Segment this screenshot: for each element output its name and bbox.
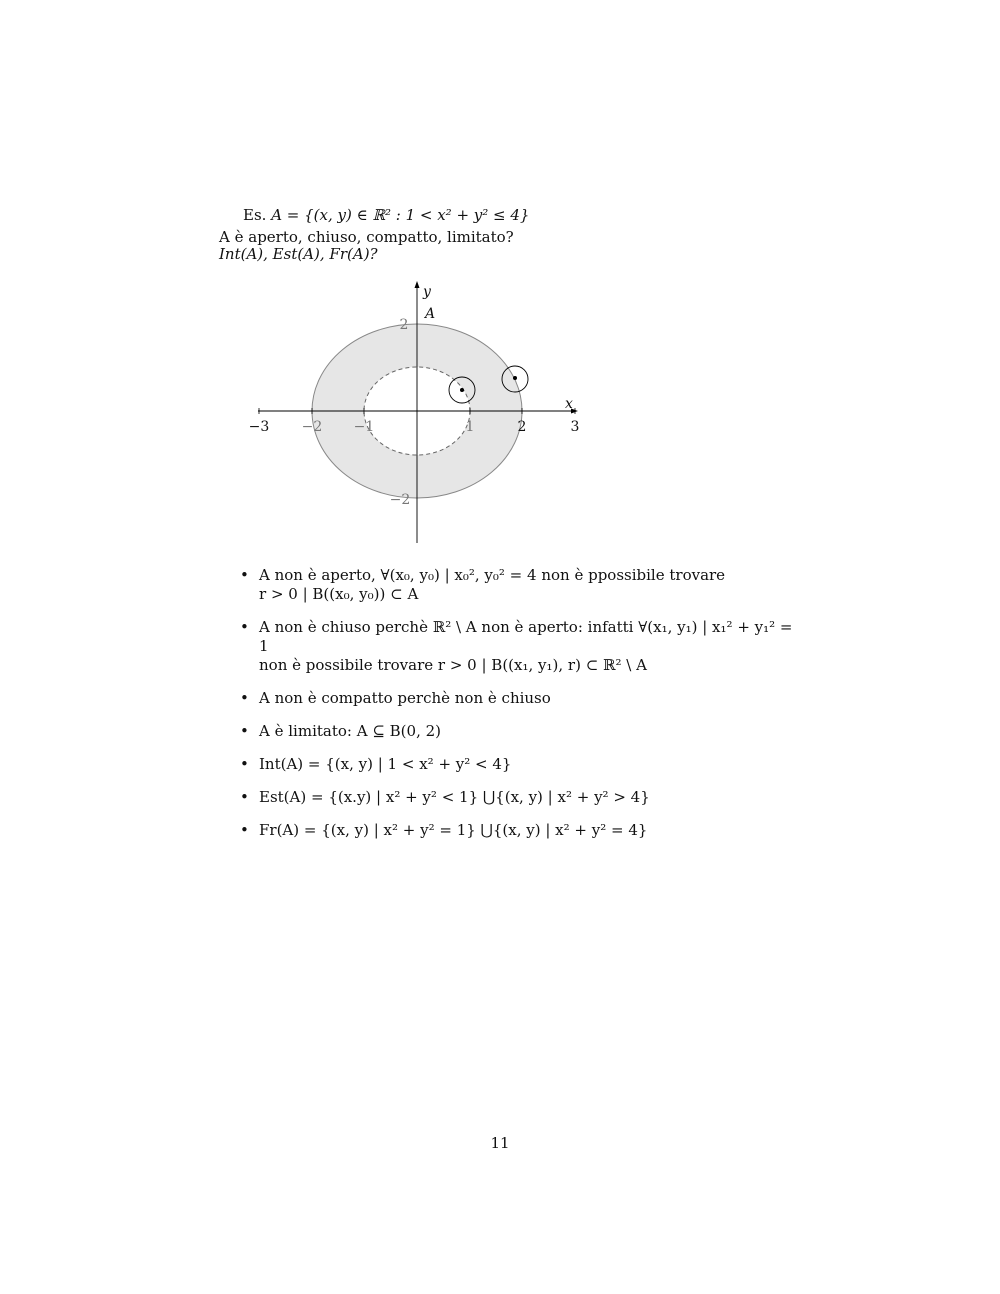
bullet-text: A è limitato: A ⊆ B(0, 2) xyxy=(259,722,441,740)
bullet-text: A non è aperto, ∀(x₀, y₀) | x₀², y₀² = 4 non è ppossibile trovare xyxy=(259,566,726,584)
y-axis-label: y xyxy=(423,284,431,300)
y-tick-label: −2 xyxy=(389,492,411,508)
list-item xyxy=(240,566,800,604)
list-item xyxy=(240,689,800,708)
x-tick-label: 2 xyxy=(517,419,527,435)
y-axis-arrow xyxy=(415,281,420,288)
x-axis-label: x xyxy=(565,396,573,412)
list-item xyxy=(240,618,800,675)
exercise-statement xyxy=(243,206,529,224)
annulus-figure xyxy=(245,278,590,548)
bullet-dot: • xyxy=(240,755,249,773)
x-tick-label: 3 xyxy=(570,419,580,435)
ball-inner-center-point xyxy=(460,388,464,392)
bullet-dot: • xyxy=(240,618,249,636)
bullet-dot: • xyxy=(240,722,249,740)
set-definition: A = {(x, y) ∈ ℝ² : 1 < x² + y² ≤ 4} xyxy=(271,206,530,224)
bullet-text-continued: non è possibile trovare r > 0 | B((x₁, y₁), r) ⊂ ℝ² \ A xyxy=(259,656,647,674)
bullet-dot: • xyxy=(240,788,249,806)
bullet-text-continued: r > 0 | B((x₀, y₀)) ⊂ A xyxy=(259,585,419,603)
x-tick-label: −2 xyxy=(301,419,323,435)
bullet-text: A non è compatto perchè non è chiuso xyxy=(259,689,551,707)
bullet-text: Fr(A) = {(x, y) | x² + y² = 1} ⋃{(x, y) | x² + y² = 4} xyxy=(259,821,648,839)
x-tick-label: −3 xyxy=(248,419,270,435)
list-item xyxy=(240,821,800,840)
bullet-text: Est(A) = {(x.y) | x² + y² < 1} ⋃{(x, y) | x² + y² > 4} xyxy=(259,788,650,806)
x-tick-label: 1 xyxy=(465,419,475,435)
bullet-text: A non è chiuso perchè ℝ² \ A non è aperto: infatti ∀(x₁, y₁) | x₁² + y₁² = 1 xyxy=(259,618,793,655)
bullet-dot: • xyxy=(240,689,249,707)
list-item xyxy=(240,722,800,741)
set-label: A xyxy=(425,306,436,322)
page-number: 11 xyxy=(490,1134,510,1152)
bullet-text: Int(A) = {(x, y) | 1 < x² + y² < 4} xyxy=(259,755,512,773)
y-tick-label: 2 xyxy=(399,317,409,333)
question-interior-exterior-boundary: Int(A), Est(A), Fr(A)? xyxy=(219,245,378,263)
bullet-dot: • xyxy=(240,566,249,584)
x-tick-label: −1 xyxy=(353,419,375,435)
exercise-label: Es. xyxy=(243,206,267,224)
ball-outer-center-point xyxy=(513,376,517,380)
bullet-list xyxy=(240,566,800,840)
bullet-dot: • xyxy=(240,821,249,839)
list-item xyxy=(240,755,800,774)
list-item xyxy=(240,788,800,807)
question-line: A è aperto, chiuso, compatto, limitato? xyxy=(219,228,514,246)
